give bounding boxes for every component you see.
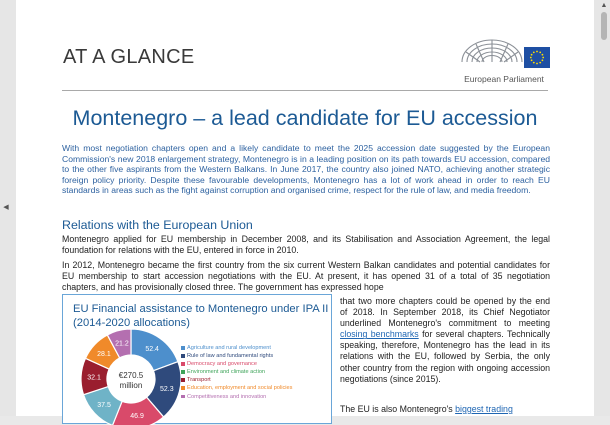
european-parliament-wordmark: European Parliament: [464, 74, 544, 84]
scrollbar-thumb[interactable]: [601, 12, 607, 40]
body-paragraph-3: [340, 296, 550, 385]
legend-label: Transport: [187, 377, 211, 384]
legend-swatch: [181, 370, 185, 374]
paragraph-text: that two more chapters could be opened by the end of 2018. In September 2018, its Chief Negotiator underlined Montenegro's commitment to meeting: [340, 296, 550, 329]
legend-item: [181, 376, 331, 384]
financial-assistance-chart: [62, 294, 332, 424]
legend-label: Competitiveness and innovation: [187, 393, 267, 400]
slice-value-label: 52.4: [145, 346, 159, 354]
legend-swatch: [181, 386, 185, 390]
paragraph-text: for several chapters. Technically speaking, therefore, Montenegro has the lead in its relations with the EU, followed by Serbia, the only other country from the region with ongoing accession negotiations (since 2015).: [340, 329, 550, 384]
chart-legend: [181, 344, 331, 401]
document-page: [16, 0, 594, 420]
chart-center-label: million: [119, 381, 143, 390]
body-paragraph-4: [340, 404, 550, 415]
paragraph-text: The EU is also Montenegro's: [340, 404, 456, 414]
slice-value-label: 21.2: [115, 340, 129, 348]
slice-value-label: 28.1: [97, 351, 111, 359]
legend-swatch: [181, 395, 185, 399]
section-heading: Relations with the European Union: [62, 218, 253, 232]
legend-label: Agriculture and rural development: [187, 345, 271, 351]
closing-benchmarks-link[interactable]: closing benchmarks: [340, 329, 419, 340]
legend-swatch: [181, 354, 185, 358]
legend-swatch: [181, 378, 185, 382]
vertical-scrollbar[interactable]: [600, 0, 608, 416]
legend-item: [181, 393, 331, 401]
slice-value-label: 37.5: [97, 401, 111, 409]
legend-item: [181, 360, 331, 368]
legend-item: [181, 368, 331, 376]
chart-center-label: €270.5: [118, 371, 144, 380]
page-title: Montenegro – a lead candidate for EU accession: [72, 106, 538, 130]
chart-title: EU Financial assistance to Montenegro under IPA II (2014-2020 allocations): [73, 303, 329, 329]
lead-paragraph: With most negotiation chapters open and a likely candidate to meet the 2025 accession date suggested by the European Commission's new 2018 enlargement strategy, Montenegro is in a leading position on its path towards EU accession, compared to the other five aspirants from the Western Balkans. In June 2017, the country also joined NATO, achieving another strategic foreign policy priority. Despite these favourable developments, Montenegro has a lot of work ahead in order to reach EU standards in areas such as the fight against corruption and organised crime, respect for the rule of law, and media freedom.: [62, 143, 550, 196]
legend-item: [181, 344, 331, 352]
legend-item: [181, 384, 331, 392]
legend-label: Environment and climate action: [187, 369, 266, 376]
legend-label: Rule of law and fundamental rights: [187, 353, 274, 360]
legend-label: Democracy and governance: [187, 361, 257, 368]
legend-label: Education, employment and social policies: [187, 385, 293, 392]
body-paragraph-1: Montenegro applied for EU membership in December 2008, and its Stabilisation and Association Agreement, the legal foundation for relations with the EU, entered in force in 2010.: [62, 234, 550, 255]
legend-swatch: [181, 346, 185, 350]
body-paragraph-2: In 2012, Montenegro became the first country from the six current Western Balkan candidates and potential candidates for EU membership to start accession negotiations with the EU. At present, it has opened 31 of a total of 35 negotiation chapters, and has provisionally closed three. The government has expressed hope: [62, 260, 550, 292]
scroll-left-arrow-icon[interactable]: ◀: [3, 204, 9, 211]
slice-value-label: 52.3: [160, 385, 174, 393]
scroll-up-arrow-icon[interactable]: ▲: [600, 2, 608, 9]
slice-value-label: 32.1: [87, 374, 101, 382]
legend-item: [181, 352, 331, 360]
header-divider: [62, 90, 548, 91]
legend-swatch: [181, 362, 185, 366]
biggest-trading-link[interactable]: biggest trading: [455, 404, 513, 414]
header-label: AT A GLANCE: [63, 46, 195, 68]
slice-value-label: 46.9: [130, 412, 144, 420]
